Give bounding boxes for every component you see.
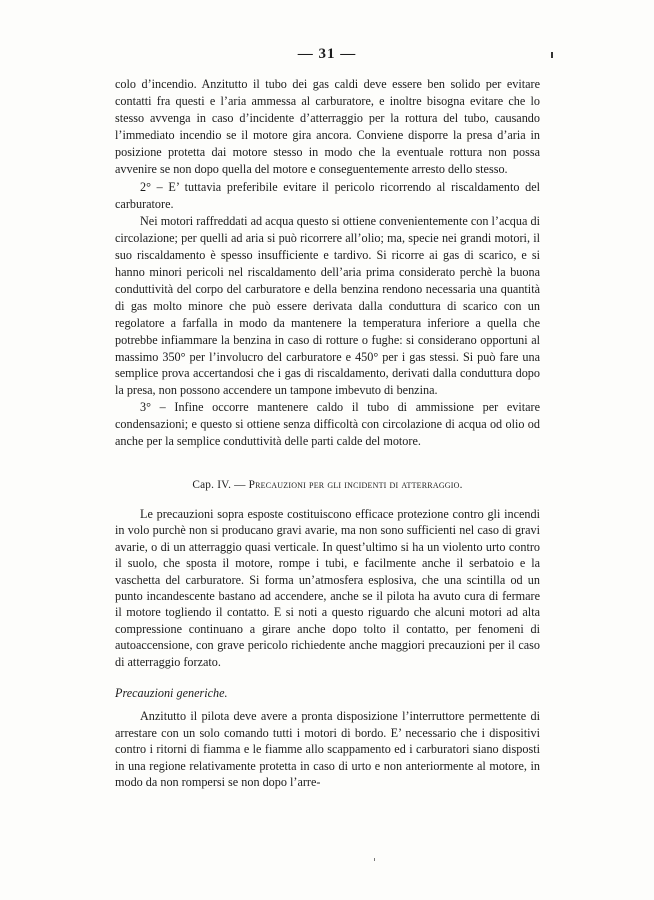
top-text-block	[115, 76, 540, 450]
chapter-heading	[115, 479, 540, 491]
stray-mark	[374, 858, 375, 861]
middle-text-block	[115, 506, 540, 670]
margin-mark	[551, 52, 553, 58]
paragraph-pilota: Anzitutto il pilota deve avere a pronta disposizione l’interruttore permettente di arrestare con un solo comando tutti i motori di bordo. E’ necessario che i dispositivi contro i ritorni di fiamma e le fiamme allo scappamento ed i carburatori siano disposti in una regione relativamente protetta in caso di urto e non anteriormente al motore, in modo da non rompersi se non dopo l’arre-	[115, 709, 540, 789]
paragraph-precauzioni: Le precauzioni sopra esposte costituiscono efficace protezione contro gli incendi in volo purchè non si producano gravi avarie, ma non sono sufficienti nel caso di gravi avarie, o di un atterraggio quasi verticale. In quest’ultimo si ha un violento urto contro il suolo, che sposta il motore, rompe i tubi, e facilmente anche il serbatoio e la vaschetta del carburatore. Si forma un’atmosfera esplosiva, che una scintilla od un punto incandescente bastano ad accendere, anche se il pilota ha avuto cura di fermare il motore togliendo il contatto. E si noti a questo riguardo che alcuni motori ad alta compressione continuano a girare anche dopo tolto il contatto, per fenomeni di autoaccensione, con grave pericolo richiedente anche maggiori precauzioni per il caso di atterraggio forzato.	[115, 507, 540, 669]
paragraph-continuation: colo d’incendio. Anzitutto il tubo dei gas caldi deve essere ben solido per evitare contatti fra questi e l’aria ammessa al carburatore, e inoltre bisogna evitare che lo stesso avvenga in caso d’incidente d’atterraggio per la rottura del tubo, causando l’immediato incendio se il motore gira ancora. Conviene disporre la presa d’aria in posizione protetta dai motore stesso in modo che la eventuale rottura non possa avvenire se non dopo quella del motore e conseguentemente arresto dello stesso.	[115, 77, 540, 176]
paragraph-motori: Nei motori raffreddati ad acqua questo si ottiene convenientemente con l’acqua di circolazione; per quelli ad aria si può ricorrere all’olio; ma, specie nei grandi motori, il suo riscaldamento è spesso insufficiente e tardivo. Si ricorre ai gas di scarico, e si hanno minori pericoli nel riscaldamento dell’aria prima considerato perchè la buona conduttività del corpo del carburatore e della benzina rendono necessaria una quantità di gas molto minore che può essere derivata dalla conduttura di scarico con un regolatore a farfalla in modo da mantenere la temperatura inferiore a quella che potrebbe infiammare la benzina in caso di rotture o fughe: si considerano opportuni al massimo 350° per l’involucro del carburatore e 450° per i gas stessi. Si può fare una semplice prova accertandosi che i gas di riscaldamento, derivati dalla conduttura dopo la presa, non possono accendere un tampone imbevuto di benzina.	[115, 214, 540, 398]
paragraph-point-2: 2° – E’ tuttavia preferibile evitare il pericolo ricorrendo al riscaldamento del carburatore.	[115, 180, 540, 212]
page-number: — 31 —	[297, 46, 357, 62]
bottom-text-block	[115, 708, 540, 791]
chapter-number: Cap. IV. —	[192, 479, 246, 491]
section-subheading: Precauzioni generiche.	[115, 686, 228, 700]
chapter-title: Precauzioni per gli incidenti di atterraggio.	[248, 479, 463, 491]
paragraph-point-3: 3° – Infine occorre mantenere caldo il tubo di ammissione per evitare condensazioni; e questo si ottiene senza difficoltà con circolazione di acqua od olio od anche per la semplice conduttività delle parti calde del motore.	[115, 400, 540, 449]
